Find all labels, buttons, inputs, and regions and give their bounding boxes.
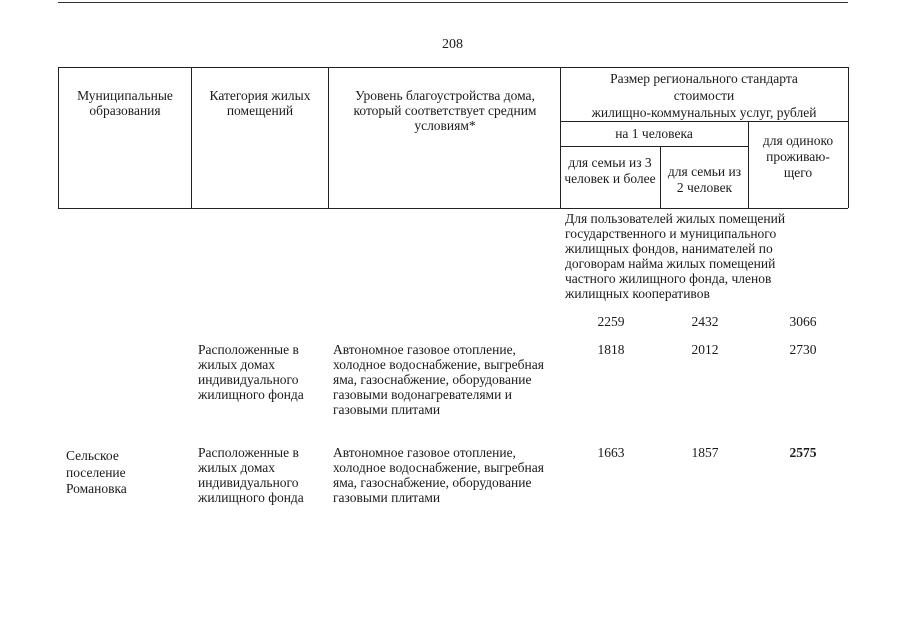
page-number: 208 (442, 37, 463, 52)
header-border-size (560, 121, 848, 122)
header-level: Уровень благоустройства дома, который соответствует средним условиям* (353, 88, 537, 133)
header-single: для одиноко проживаю-щего (762, 133, 834, 180)
header-category: Категория жилых помещений (209, 88, 311, 118)
header-col-border-5 (748, 121, 749, 208)
row-municipal: Сельское поселение Романовка (66, 448, 127, 496)
header-size-line-3: жилищно-коммунальных услуг, рублей (591, 105, 817, 120)
section-value-family-2: 2432 (691, 314, 719, 329)
header-size-line-1: Размер регионального стандарта (610, 71, 798, 86)
header-per-person: на 1 человека (615, 126, 693, 141)
row-value-family-3: 1663 (597, 445, 625, 460)
header-border-bottom (58, 208, 848, 209)
header-municipal: Муниципальные образования (77, 88, 173, 118)
header-col-border-0 (58, 67, 59, 208)
row-value-family-2: 1857 (691, 445, 719, 460)
header-border-per-person (560, 146, 748, 147)
row-value-family-3: 1818 (597, 342, 625, 357)
header-col-border-6 (848, 67, 849, 208)
header-col-border-1 (191, 67, 192, 208)
row-value-single: 2575 (789, 445, 817, 460)
row-value-family-2: 2012 (691, 342, 719, 357)
row-category: Расположенные в жилых домах индивидуального жилищного фонда (198, 342, 304, 402)
header-col-border-4 (660, 146, 661, 208)
top-border (58, 2, 848, 3)
row-category: Расположенные в жилых домах индивидуального жилищного фонда (198, 445, 304, 505)
section-note: Для пользователей жилых помещений государственного и муниципального жилищных фондов, нанимателей по договорам найма жилых помещений частного жилищного фонда, членов жилищных кооперативов (565, 211, 786, 301)
header-col-border-2 (328, 67, 329, 208)
header-size-line-2: стоимости (673, 88, 735, 103)
header-family-3: для семьи из 3 человек и более (564, 155, 656, 186)
row-level: Автономное газовое отопление, холодное водоснабжение, выгребная яма, газоснабжение, оборудование газовыми водонагревателями и газовыми плитами (333, 342, 544, 417)
header-family-2: для семьи из 2 человек (667, 164, 742, 195)
section-value-family-3: 2259 (597, 314, 625, 329)
header-border-top (58, 67, 848, 68)
section-value-single: 3066 (789, 314, 817, 329)
row-level: Автономное газовое отопление, холодное водоснабжение, выгребная яма, газоснабжение, оборудование газовыми плитами (333, 445, 544, 505)
row-value-single: 2730 (789, 342, 817, 357)
table-row (58, 342, 848, 442)
table-row (58, 445, 848, 515)
